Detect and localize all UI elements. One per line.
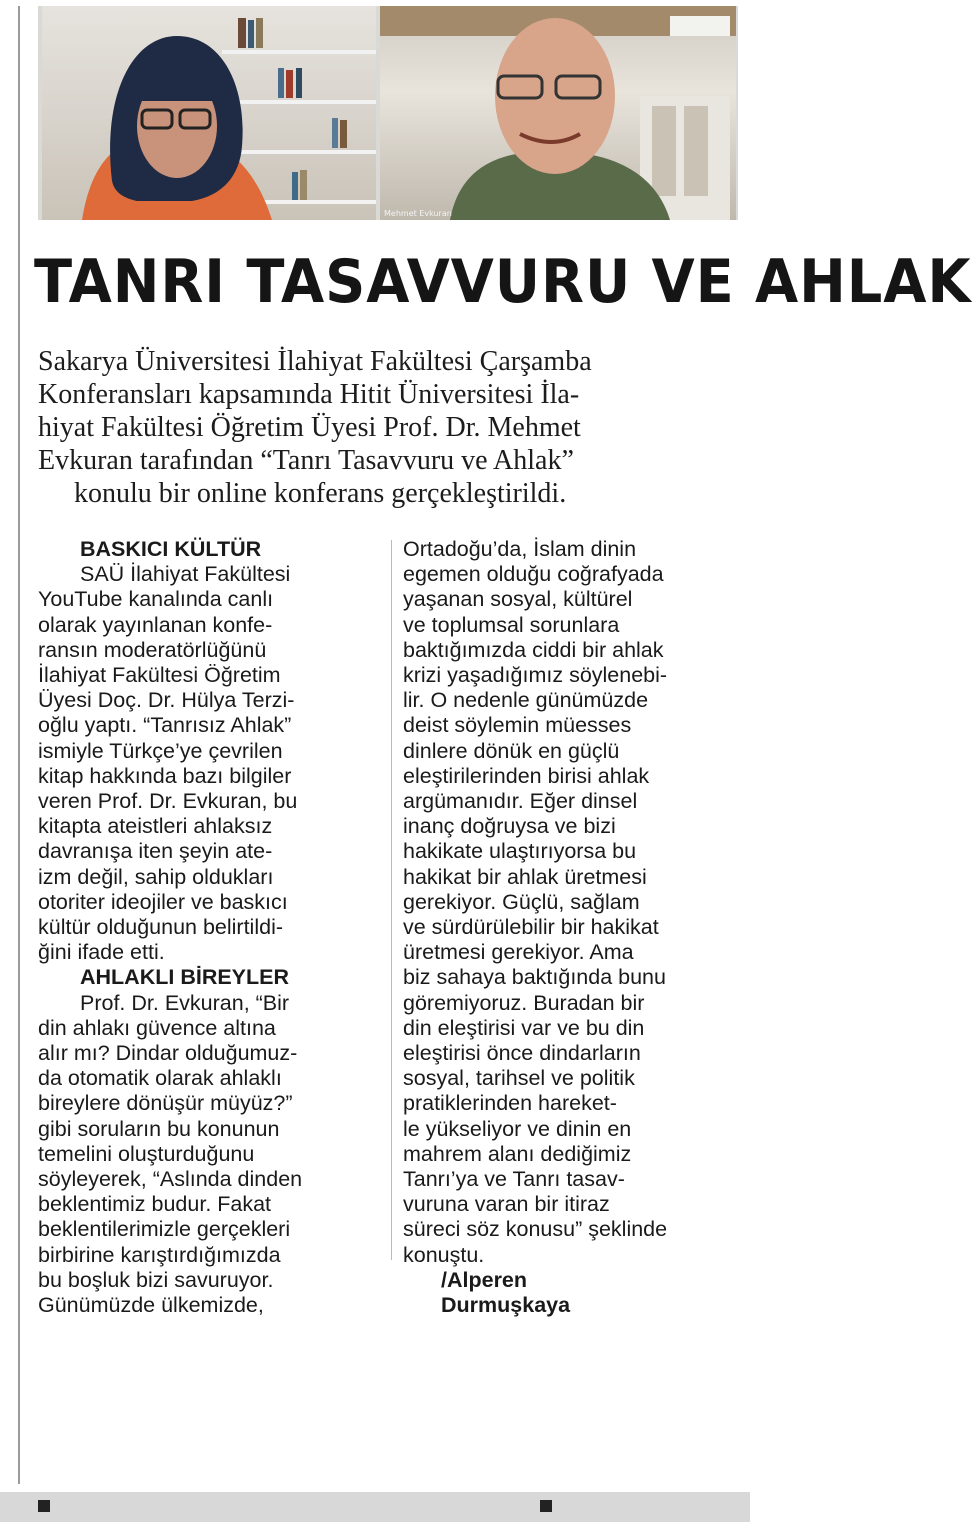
body-line: krizi yaşadığımız söylenebi- [403,663,668,688]
body-line: dinlere dönük en güçlü [403,738,620,763]
body-line: göremiyoruz. Buradan bir [403,990,645,1015]
body-line: ğini ifade etti. [38,940,165,965]
body-line: gerekiyor. Güçlü, sağlam [403,889,640,914]
page-footer-bar [0,1492,750,1522]
body-line: ransın moderatörlüğünü [38,637,267,662]
body-line: Ortadoğu’da, İslam dinin [403,537,637,561]
body-line: yaşanan sosyal, kültürel [403,587,633,612]
body-line: sosyal, tarihsel ve politik [403,1066,635,1091]
body-line: YouTube kanalında canlı [38,587,274,612]
left-column [38,537,384,1318]
body-line: söyleyerek, “Aslında dinden [38,1167,303,1192]
column-divider [391,540,392,1260]
body-line: hakikat bir ahlak üretmesi [403,864,647,889]
author-byline: Durmuşkaya [441,1293,571,1318]
footer-square-icon [540,1500,552,1512]
body-line: İlahiyat Fakültesi Öğretim [38,663,281,688]
body-line: kitap hakkında bazı bilgiler [38,763,292,788]
body-line: süreci söz konusu” şeklinde [403,1217,668,1242]
lead-line: Evkuran tarafından “Tanrı Tasavvuru ve Ahlak” [38,445,574,476]
body-line: pratiklerinden hareket- [403,1091,617,1116]
body-line: ve toplumsal sorunlara [403,612,620,637]
body-line: bireylere dönüşür müyüz?” [38,1091,293,1116]
section-subhead: AHLAKLI BİREYLER [80,965,290,990]
speaker-name-caption: Mehmet Evkuran [384,209,452,218]
lead-line: konulu bir online konferans gerçekleştirildi. [74,478,567,509]
body-line: eleştirilerinden birisi ahlak [403,763,650,788]
body-line: le yükseliyor ve dinin en [403,1116,632,1141]
right-column [403,537,743,1318]
body-line: egemen olduğu coğrafyada [403,562,664,587]
body-line: otoriter ideojiler ve baskıcı [38,889,288,914]
body-line: vuruna varan bir itiraz [403,1192,610,1217]
page-margin-rule [18,6,20,1484]
moderator-video-frame [42,6,376,220]
body-line: da otomatik olarak ahlaklı [38,1066,282,1091]
body-line: veren Prof. Dr. Evkuran, bu [38,789,298,814]
body-line: davranışa iten şeyin ate- [38,839,273,864]
lead-line: Sakarya Üniversitesi İlahiyat Fakültesi Çarşamba [38,346,592,377]
body-line: SAÜ İlahiyat Fakültesi [80,562,291,587]
body-line: birbirine karıştırdığımızda [38,1242,281,1267]
body-line: konuştu. [403,1242,485,1267]
body-line: eleştirisi önce dindarların [403,1041,641,1066]
body-line: gibi soruların bu konunun [38,1116,280,1141]
footer-square-icon [38,1500,50,1512]
body-line: ve sürdürülebilir bir hakikat [403,915,659,940]
speaker-video-frame [380,6,736,220]
article-lead [38,345,744,510]
body-line: beklentimiz budur. Fakat [38,1192,272,1217]
body-line: Tanrı’ya ve Tanrı tasav- [403,1167,625,1192]
body-line: kültür olduğunun belirtildi- [38,915,284,940]
body-line: inanç doğruysa ve bizi [403,814,616,839]
lead-line: Konferansları kapsamında Hitit Üniversitesi İla- [38,379,580,410]
video-call-photo [38,6,738,220]
body-line: Üyesi Doç. Dr. Hülya Terzi- [38,688,295,713]
moderator-figure [42,6,376,220]
speaker-figure [380,6,736,220]
body-line: temelini oluşturduğunu [38,1141,255,1166]
body-line: din eleştirisi var ve bu din [403,1015,645,1040]
body-line: kitapta ateistleri ahlaksız [38,814,273,839]
body-line: argümanıdır. Eğer dinsel [403,789,638,814]
body-line: din ahlakı güvence altına [38,1015,276,1040]
body-line: Prof. Dr. Evkuran, “Bir [80,990,290,1015]
body-line: ismiyle Türkçe’ye çevrilen [38,738,283,763]
section-subhead: BASKICI KÜLTÜR [80,537,262,561]
body-line: üretmesi gerekiyor. Ama [403,940,634,965]
body-line: biz sahaya baktığında bunu [403,965,666,990]
article-headline: TANRI TASAVVURU VE AHLAK [34,247,972,317]
body-line: izm değil, sahip oldukları [38,864,274,889]
body-line: lir. O nedenle günümüzde [403,688,649,713]
body-line: deist söylemin müesses [403,713,632,738]
lead-line: hiyat Fakültesi Öğretim Üyesi Prof. Dr. Mehmet [38,412,581,443]
body-line: beklentilerimizle gerçekleri [38,1217,291,1242]
body-line: bu boşluk bizi savuruyor. [38,1267,274,1292]
author-byline: /Alperen [441,1267,528,1292]
body-line: mahrem alanı dediğimiz [403,1141,632,1166]
body-line: Günümüzde ülkemizde, [38,1293,264,1318]
body-line: baktığımızda ciddi bir ahlak [403,637,664,662]
body-line: oğlu yaptı. “Tanrısız Ahlak” [38,713,292,738]
body-line: olarak yayınlanan konfe- [38,612,273,637]
body-line: hakikate ulaştırıyorsa bu [403,839,637,864]
body-line: alır mı? Dindar olduğumuz- [38,1041,298,1066]
